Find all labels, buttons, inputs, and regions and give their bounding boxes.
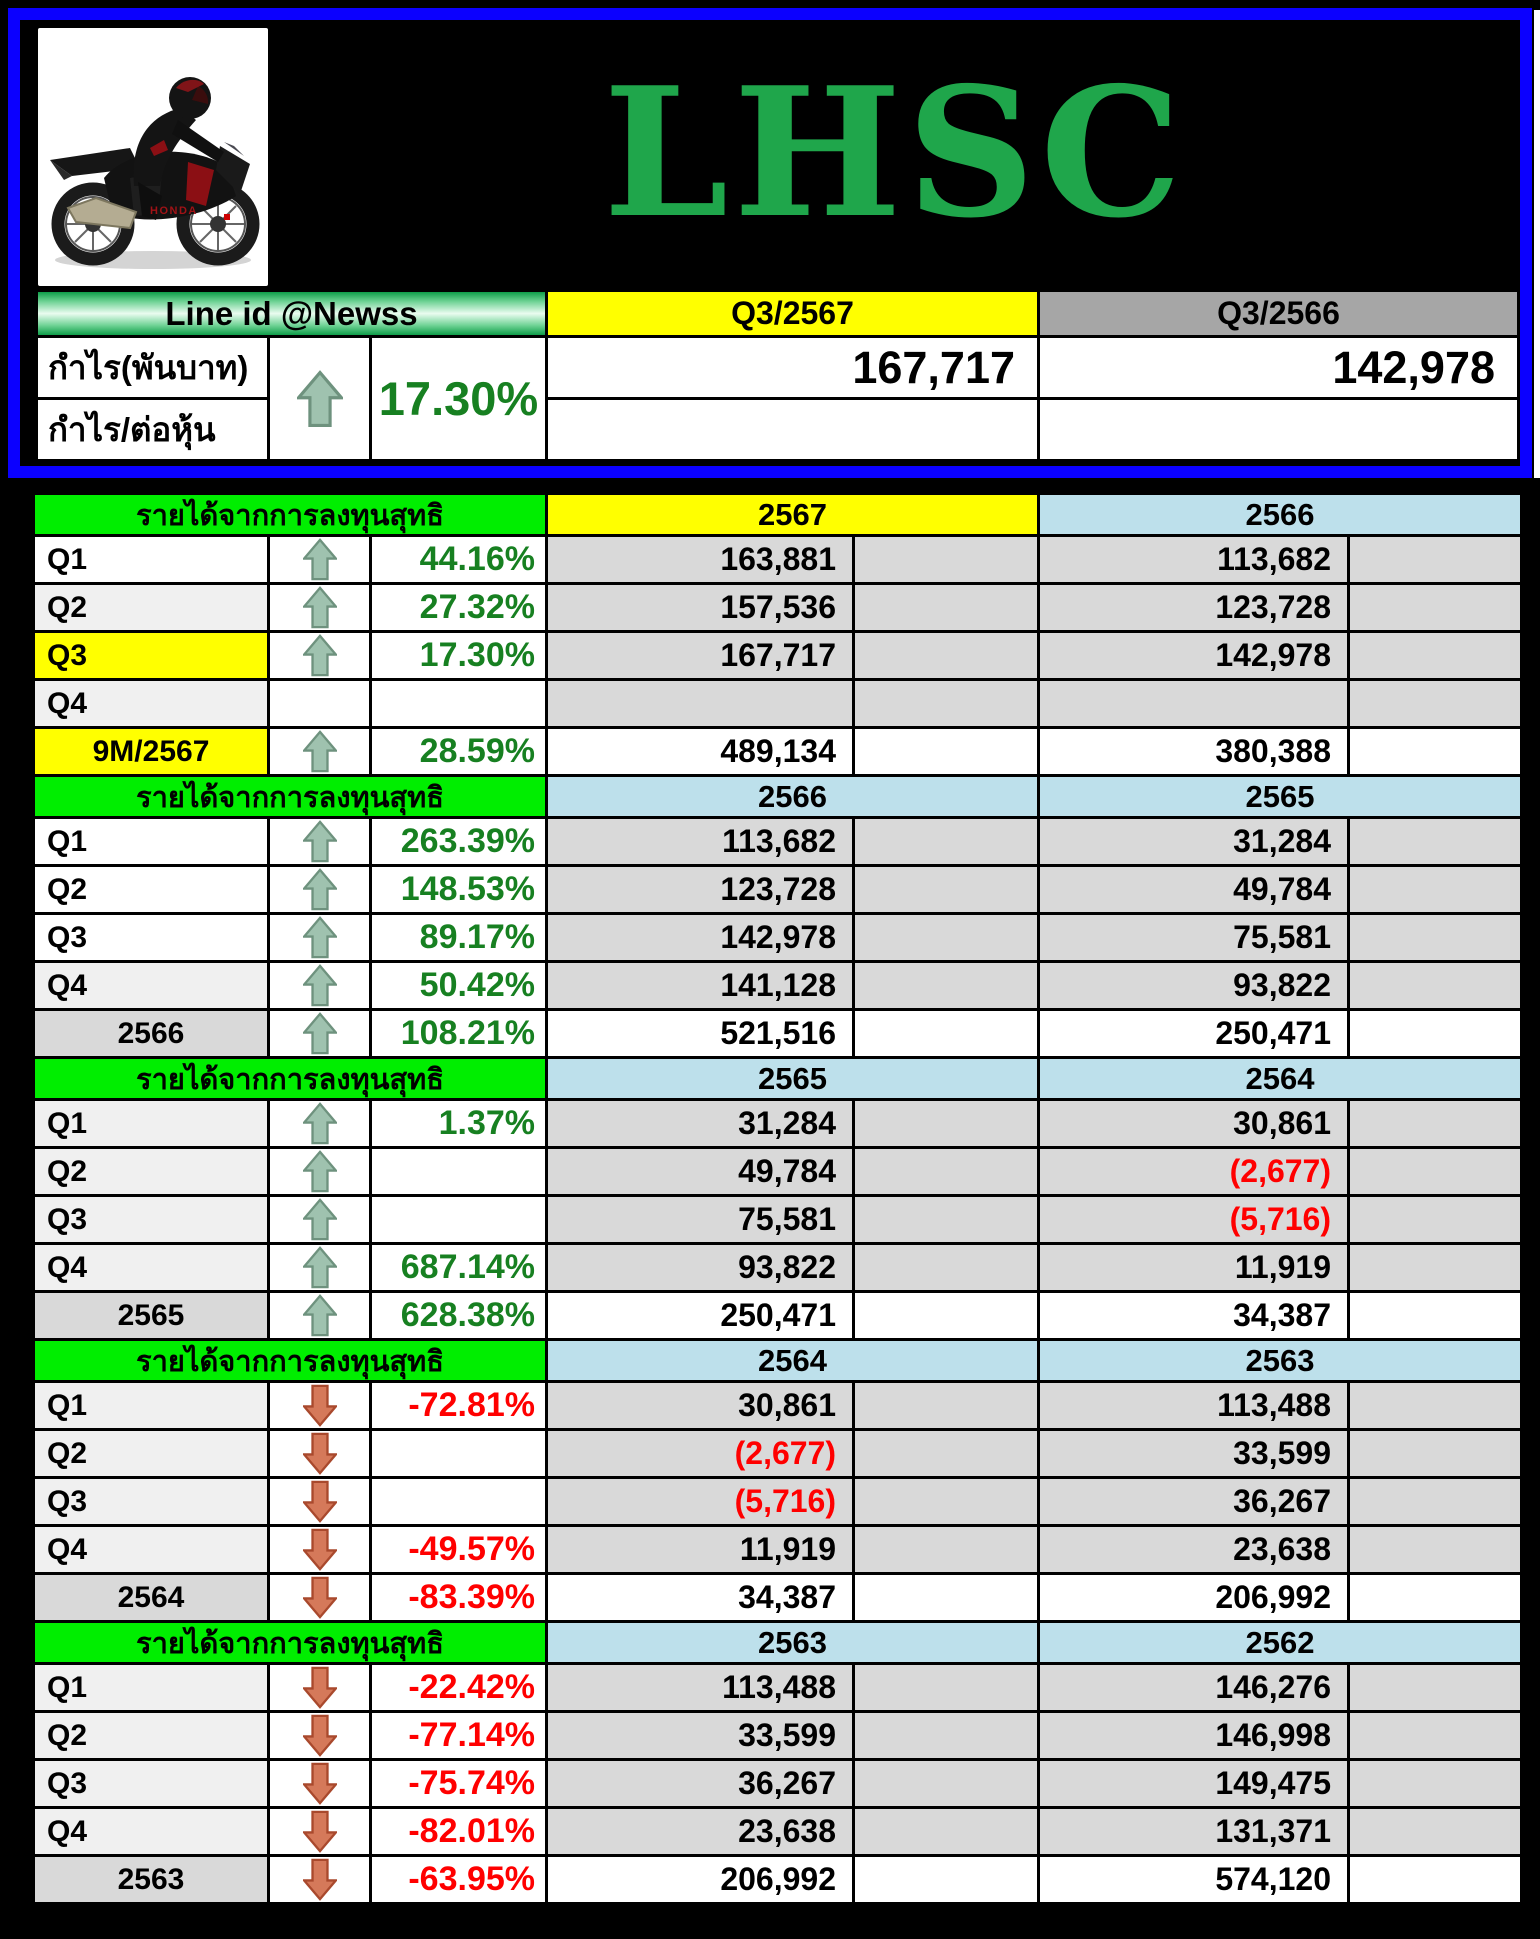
year-header: 2567 (548, 495, 1040, 537)
value-spacer (1350, 1575, 1523, 1623)
value-spacer (1350, 867, 1523, 915)
down-arrow-icon (303, 1858, 337, 1901)
page-edge-strip (1534, 10, 1540, 478)
pct-change: -49.57% (372, 1527, 548, 1575)
down-arrow-icon (303, 1432, 337, 1475)
value-cell: 206,992 (548, 1857, 855, 1905)
value-cell: 49,784 (1040, 867, 1350, 915)
value-spacer (855, 729, 1040, 777)
trend-icon-cell (270, 585, 372, 633)
up-arrow-icon (303, 1102, 337, 1145)
section-title: รายได้จากการลงทุนสุทธิ (35, 777, 548, 819)
summary-value-current: 167,717 (548, 338, 1040, 400)
year-header: 2562 (1040, 1623, 1523, 1665)
value-spacer (855, 1809, 1040, 1857)
down-arrow-icon (303, 1384, 337, 1427)
section-title: รายได้จากการลงทุนสุทธิ (35, 1341, 548, 1383)
value-cell: 75,581 (548, 1197, 855, 1245)
pct-change (372, 681, 548, 729)
value-spacer (1350, 729, 1523, 777)
pct-change: -83.39% (372, 1575, 548, 1623)
value-spacer (1350, 1527, 1523, 1575)
year-header: 2565 (1040, 777, 1523, 819)
value-spacer (855, 1575, 1040, 1623)
year-header: 2564 (548, 1341, 1040, 1383)
row-label: Q3 (35, 1197, 270, 1245)
pct-change: 148.53% (372, 867, 548, 915)
income-section (35, 777, 1523, 1059)
year-header: 2563 (1040, 1341, 1523, 1383)
row-label: Q4 (35, 1245, 270, 1293)
trend-icon-cell (270, 1479, 372, 1527)
pct-change: 28.59% (372, 729, 548, 777)
value-cell: 75,581 (1040, 915, 1350, 963)
value-cell: (2,677) (548, 1431, 855, 1479)
value-spacer (1350, 819, 1523, 867)
trend-icon-cell (270, 1527, 372, 1575)
trend-icon-cell (270, 1011, 372, 1059)
value-spacer (855, 1149, 1040, 1197)
value-cell: 157,536 (548, 585, 855, 633)
value-cell: 36,267 (1040, 1479, 1350, 1527)
value-spacer (1350, 1809, 1523, 1857)
year-header: 2566 (548, 777, 1040, 819)
trend-icon-cell (270, 1197, 372, 1245)
value-cell: 167,717 (548, 633, 855, 681)
trend-icon-cell (270, 1809, 372, 1857)
up-arrow-icon (303, 1150, 337, 1193)
year-header: 2566 (1040, 495, 1523, 537)
row-label: Q3 (35, 1761, 270, 1809)
value-spacer (1350, 1431, 1523, 1479)
up-arrow-icon (303, 964, 337, 1007)
section-title: รายได้จากการลงทุนสุทธิ (35, 1059, 548, 1101)
value-cell: (5,716) (548, 1479, 855, 1527)
section-title: รายได้จากการลงทุนสุทธิ (35, 1623, 548, 1665)
down-arrow-icon (303, 1810, 337, 1853)
pct-change: -22.42% (372, 1665, 548, 1713)
row-label: Q1 (35, 1383, 270, 1431)
up-arrow-icon (303, 634, 337, 677)
pct-change: 263.39% (372, 819, 548, 867)
brand-title: LHSC (603, 48, 1187, 257)
svg-text:HONDA: HONDA (150, 205, 198, 217)
value-spacer (855, 819, 1040, 867)
row-label: 2563 (35, 1857, 270, 1905)
value-spacer (855, 681, 1040, 729)
value-spacer (855, 915, 1040, 963)
value-cell: 23,638 (1040, 1527, 1350, 1575)
value-cell: 33,599 (548, 1713, 855, 1761)
value-cell: 163,881 (548, 537, 855, 585)
pct-change: 89.17% (372, 915, 548, 963)
row-label: Q3 (35, 633, 270, 681)
value-cell: 574,120 (1040, 1857, 1350, 1905)
motorcycle-image (38, 28, 268, 286)
row-label: 2566 (35, 1011, 270, 1059)
value-spacer (1350, 1011, 1523, 1059)
value-spacer (1350, 1245, 1523, 1293)
value-spacer (1350, 1197, 1523, 1245)
value-cell: 113,682 (1040, 537, 1350, 585)
pct-change (372, 1431, 548, 1479)
value-spacer (1350, 915, 1523, 963)
eps-label: กำไร/ต่อหุ้น (38, 400, 270, 462)
trend-icon-cell (270, 1383, 372, 1431)
value-spacer (1350, 1665, 1523, 1713)
value-spacer (855, 1527, 1040, 1575)
summary-empty-cell (548, 400, 1040, 462)
value-spacer (855, 1713, 1040, 1761)
value-cell: 123,728 (1040, 585, 1350, 633)
up-arrow-icon (303, 730, 337, 773)
trend-icon-cell (270, 1575, 372, 1623)
value-cell: 142,978 (1040, 633, 1350, 681)
value-cell (1040, 681, 1350, 729)
up-arrow-icon (303, 1012, 337, 1055)
value-cell: 146,276 (1040, 1665, 1350, 1713)
summary-value-previous: 142,978 (1040, 338, 1520, 400)
section-title: รายได้จากการลงทุนสุทธิ (35, 495, 548, 537)
up-arrow-icon (303, 820, 337, 863)
pct-change (372, 1197, 548, 1245)
pct-change: 687.14% (372, 1245, 548, 1293)
value-spacer (855, 1197, 1040, 1245)
value-cell: 31,284 (1040, 819, 1350, 867)
pct-change: 1.37% (372, 1101, 548, 1149)
pct-change: -75.74% (372, 1761, 548, 1809)
pct-change: 17.30% (372, 633, 548, 681)
row-label: Q2 (35, 1713, 270, 1761)
value-cell: 113,488 (548, 1665, 855, 1713)
value-cell: 34,387 (548, 1575, 855, 1623)
motorcycle-illustration (38, 28, 268, 286)
value-spacer (1350, 585, 1523, 633)
pct-change: 50.42% (372, 963, 548, 1011)
row-label: Q2 (35, 867, 270, 915)
value-spacer (855, 1479, 1040, 1527)
value-cell: 113,488 (1040, 1383, 1350, 1431)
trend-icon-cell (270, 1665, 372, 1713)
year-header: 2564 (1040, 1059, 1523, 1101)
value-spacer (1350, 633, 1523, 681)
row-label: Q1 (35, 1101, 270, 1149)
value-spacer (855, 1665, 1040, 1713)
value-spacer (1350, 537, 1523, 585)
value-spacer (855, 537, 1040, 585)
summary-change-pct: 17.30% (372, 338, 548, 462)
value-cell: 93,822 (548, 1245, 855, 1293)
pct-change: -82.01% (372, 1809, 548, 1857)
summary-col-header-current: Q3/2567 (548, 292, 1040, 338)
trend-icon-cell (270, 681, 372, 729)
value-spacer (855, 1761, 1040, 1809)
trend-icon-cell (270, 1149, 372, 1197)
summary-col-header-previous: Q3/2566 (1040, 292, 1520, 338)
value-cell: (2,677) (1040, 1149, 1350, 1197)
value-spacer (855, 633, 1040, 681)
trend-icon-cell (270, 1431, 372, 1479)
value-cell: 489,134 (548, 729, 855, 777)
trend-icon-cell (270, 633, 372, 681)
value-cell: 521,516 (548, 1011, 855, 1059)
trend-icon-cell (270, 1245, 372, 1293)
income-section (35, 1341, 1523, 1623)
up-arrow-icon (303, 1198, 337, 1241)
row-label: Q1 (35, 819, 270, 867)
pct-change: 44.16% (372, 537, 548, 585)
value-spacer (855, 1011, 1040, 1059)
value-cell: 11,919 (548, 1527, 855, 1575)
summary-trend-cell (270, 338, 372, 462)
pct-change: 628.38% (372, 1293, 548, 1341)
row-label: Q4 (35, 1809, 270, 1857)
value-cell: 380,388 (1040, 729, 1350, 777)
pct-change (372, 1479, 548, 1527)
value-spacer (855, 963, 1040, 1011)
trend-icon-cell (270, 1761, 372, 1809)
down-arrow-icon (303, 1528, 337, 1571)
trend-icon-cell (270, 729, 372, 777)
quarterly-income-table (30, 490, 1528, 1910)
up-arrow-icon (303, 538, 337, 581)
pct-change (372, 1149, 548, 1197)
trend-icon-cell (270, 867, 372, 915)
down-arrow-icon (303, 1666, 337, 1709)
value-cell: 123,728 (548, 867, 855, 915)
value-spacer (1350, 1761, 1523, 1809)
up-arrow-icon (303, 916, 337, 959)
up-arrow-icon (303, 586, 337, 629)
down-arrow-icon (303, 1576, 337, 1619)
up-arrow-icon (303, 1246, 337, 1289)
value-cell: 250,471 (1040, 1011, 1350, 1059)
value-cell: 33,599 (1040, 1431, 1350, 1479)
line-id-cell: Line id @Newss (38, 292, 548, 338)
income-section (35, 495, 1523, 777)
income-section (35, 1059, 1523, 1341)
row-label: Q3 (35, 1479, 270, 1527)
value-cell: 113,682 (548, 819, 855, 867)
value-spacer (855, 1383, 1040, 1431)
row-label: 2565 (35, 1293, 270, 1341)
year-header: 2563 (548, 1623, 1040, 1665)
value-spacer (855, 867, 1040, 915)
pct-change: -72.81% (372, 1383, 548, 1431)
value-spacer (855, 1857, 1040, 1905)
row-label: Q4 (35, 681, 270, 729)
down-arrow-icon (303, 1480, 337, 1523)
value-spacer (1350, 963, 1523, 1011)
summary-panel (8, 8, 1532, 478)
trend-icon-cell (270, 915, 372, 963)
trend-icon-cell (270, 537, 372, 585)
value-spacer (1350, 681, 1523, 729)
value-cell (548, 681, 855, 729)
value-cell: 23,638 (548, 1809, 855, 1857)
value-cell: 36,267 (548, 1761, 855, 1809)
value-cell: 149,475 (1040, 1761, 1350, 1809)
row-label: Q2 (35, 585, 270, 633)
pct-change: -63.95% (372, 1857, 548, 1905)
row-label: Q1 (35, 1665, 270, 1713)
value-cell: (5,716) (1040, 1197, 1350, 1245)
trend-icon-cell (270, 1857, 372, 1905)
value-cell: 31,284 (548, 1101, 855, 1149)
up-arrow-icon (297, 370, 343, 428)
down-arrow-icon (303, 1762, 337, 1805)
row-label: Q4 (35, 963, 270, 1011)
trend-icon-cell (270, 819, 372, 867)
trend-icon-cell (270, 1101, 372, 1149)
up-arrow-icon (303, 1294, 337, 1337)
value-spacer (855, 1431, 1040, 1479)
value-cell: 131,371 (1040, 1809, 1350, 1857)
row-label: Q2 (35, 1149, 270, 1197)
value-spacer (855, 1293, 1040, 1341)
value-cell: 146,998 (1040, 1713, 1350, 1761)
value-spacer (1350, 1713, 1523, 1761)
value-cell: 30,861 (548, 1383, 855, 1431)
value-spacer (1350, 1149, 1523, 1197)
profit-label: กำไร(พันบาท) (38, 338, 270, 400)
income-section (35, 1623, 1523, 1905)
value-cell: 49,784 (548, 1149, 855, 1197)
down-arrow-icon (303, 1714, 337, 1757)
value-spacer (1350, 1383, 1523, 1431)
row-label: Q4 (35, 1527, 270, 1575)
row-label: 9M/2567 (35, 729, 270, 777)
value-cell: 141,128 (548, 963, 855, 1011)
value-cell: 11,919 (1040, 1245, 1350, 1293)
value-cell: 30,861 (1040, 1101, 1350, 1149)
summary-empty-cell (1040, 400, 1520, 462)
value-spacer (1350, 1101, 1523, 1149)
row-label: Q3 (35, 915, 270, 963)
value-cell: 34,387 (1040, 1293, 1350, 1341)
value-cell: 93,822 (1040, 963, 1350, 1011)
value-cell: 206,992 (1040, 1575, 1350, 1623)
pct-change: 27.32% (372, 585, 548, 633)
up-arrow-icon (303, 868, 337, 911)
value-cell: 250,471 (548, 1293, 855, 1341)
trend-icon-cell (270, 1293, 372, 1341)
value-spacer (855, 1245, 1040, 1293)
value-cell: 142,978 (548, 915, 855, 963)
year-header: 2565 (548, 1059, 1040, 1101)
value-spacer (855, 585, 1040, 633)
row-label: Q1 (35, 537, 270, 585)
trend-icon-cell (270, 963, 372, 1011)
pct-change: 108.21% (372, 1011, 548, 1059)
value-spacer (1350, 1479, 1523, 1527)
pct-change: -77.14% (372, 1713, 548, 1761)
trend-icon-cell (270, 1713, 372, 1761)
value-spacer (1350, 1857, 1523, 1905)
summary-grid (38, 292, 1520, 462)
row-label: 2564 (35, 1575, 270, 1623)
value-spacer (855, 1101, 1040, 1149)
row-label: Q2 (35, 1431, 270, 1479)
value-spacer (1350, 1293, 1523, 1341)
